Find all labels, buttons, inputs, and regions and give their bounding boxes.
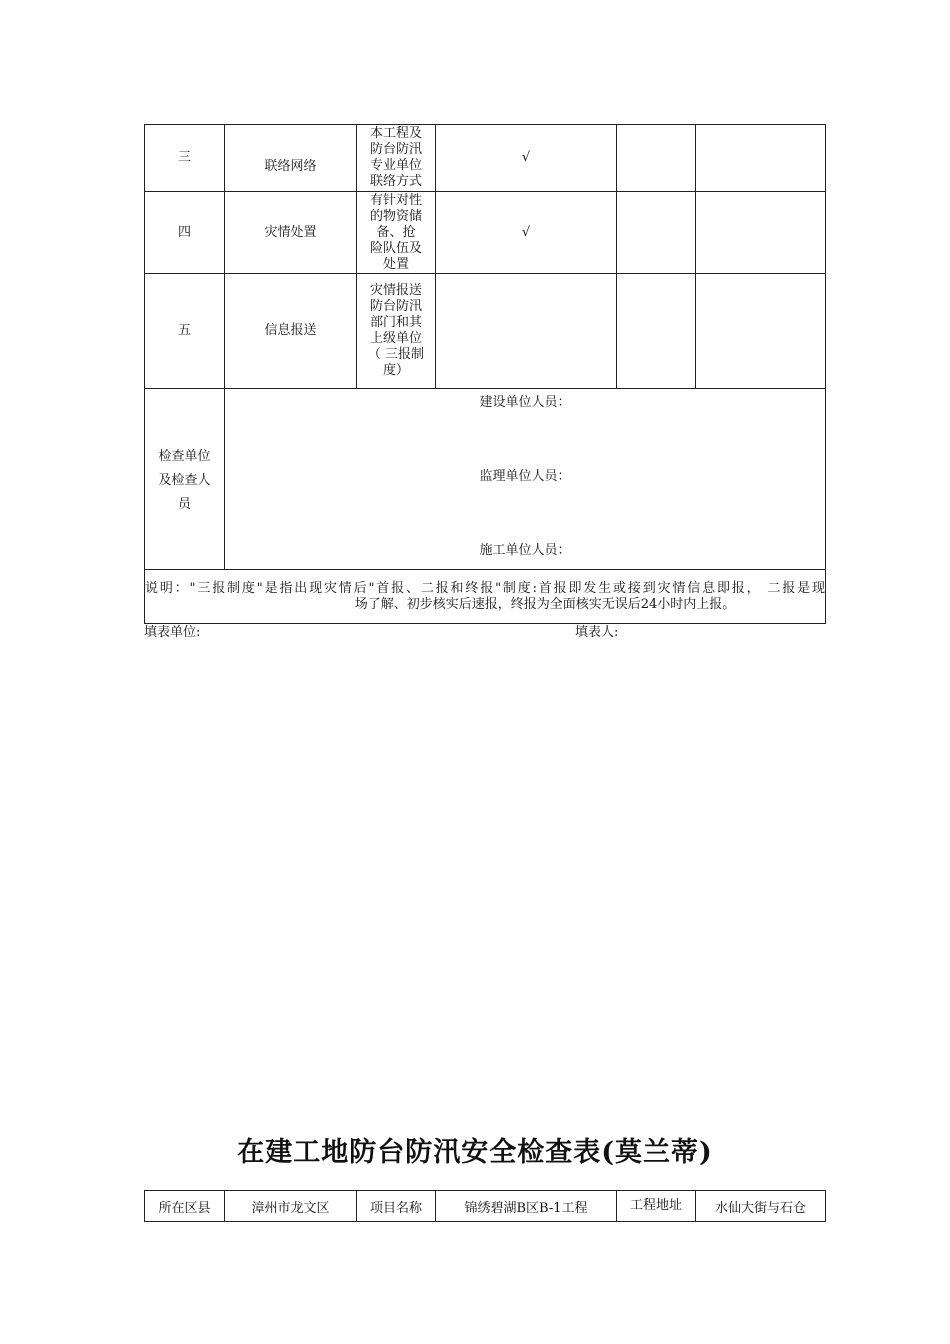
table-row	[145, 192, 826, 274]
item-line: 部门和其	[369, 315, 422, 330]
category-cell: 联络网络	[225, 125, 357, 192]
project-label: 项目名称	[357, 1191, 436, 1222]
project-value: 锦绣碧湖B区B-1工程	[436, 1191, 617, 1222]
label-line: 及检查人	[158, 473, 211, 488]
address-value: 水仙大街与石仓	[696, 1191, 826, 1222]
table-row	[145, 1191, 826, 1222]
item-line: 上级单位	[369, 331, 422, 346]
construction-staff-field[interactable]: 建设单位人员：	[479, 395, 571, 410]
item-line: 险队伍及	[369, 240, 422, 256]
note-row	[145, 570, 826, 624]
row-number: 三	[145, 125, 225, 192]
empty-cell	[617, 192, 696, 274]
note-line: 场了解、初步核实后速报，终报为全面核实无误后24小时内上报。	[354, 596, 736, 612]
empty-cell	[696, 274, 826, 389]
district-value: 漳州市龙文区	[225, 1191, 357, 1222]
category-cell: 灾情处置	[225, 192, 357, 274]
item-line: 备、抢	[376, 224, 416, 240]
item-line: 度）	[382, 363, 409, 378]
table-row	[145, 125, 826, 192]
item-line: （ 三报制	[367, 347, 425, 362]
item-line: 防台防汛	[369, 142, 422, 157]
district-label: 所在区县	[145, 1191, 225, 1222]
item-line: 灾情报送	[369, 283, 422, 298]
item-line: 处置	[382, 256, 409, 272]
item-cell	[357, 274, 436, 389]
inspectors-cell	[225, 389, 826, 570]
fill-unit-label: 填表单位:	[144, 625, 201, 640]
project-info-table	[144, 1190, 826, 1222]
table-row	[145, 274, 826, 389]
check-cell: √	[436, 125, 617, 192]
note-cell	[145, 570, 826, 624]
address-label: 工程地址	[617, 1191, 696, 1222]
empty-cell	[696, 125, 826, 192]
item-line: 有针对性	[369, 192, 422, 208]
filler-label: 填表人:	[575, 625, 619, 640]
empty-cell	[617, 274, 696, 389]
supervision-staff-field[interactable]: 监理单位人员：	[479, 469, 571, 484]
label-line: 检查单位	[158, 449, 211, 464]
note-line: 说明："三报制度"是指出现灾情后"首报、二报和终报"制度:首报即发生或接到灾情信息即报， 二报是现	[145, 580, 825, 596]
item-line: 联络方式	[369, 174, 422, 189]
checklist-table	[144, 124, 826, 624]
item-cell	[357, 125, 436, 192]
item-line: 的物资储	[369, 208, 422, 224]
item-line: 专业单位	[369, 158, 422, 173]
item-line: 防台防汛	[369, 299, 422, 314]
inspectors-row	[145, 389, 826, 570]
empty-cell	[696, 192, 826, 274]
empty-cell	[617, 125, 696, 192]
row-number: 五	[145, 274, 225, 389]
label-line: 员	[177, 497, 191, 512]
check-cell	[436, 274, 617, 389]
item-line: 本工程及	[369, 126, 422, 141]
contractor-staff-field[interactable]: 施工单位人员：	[479, 543, 571, 558]
item-cell	[357, 192, 436, 274]
page-title: 在建工地防台防汛安全检查表(莫兰蒂)	[237, 1137, 713, 1168]
check-cell: √	[436, 192, 617, 274]
category-cell: 信息报送	[225, 274, 357, 389]
row-number: 四	[145, 192, 225, 274]
inspectors-label	[145, 389, 225, 570]
